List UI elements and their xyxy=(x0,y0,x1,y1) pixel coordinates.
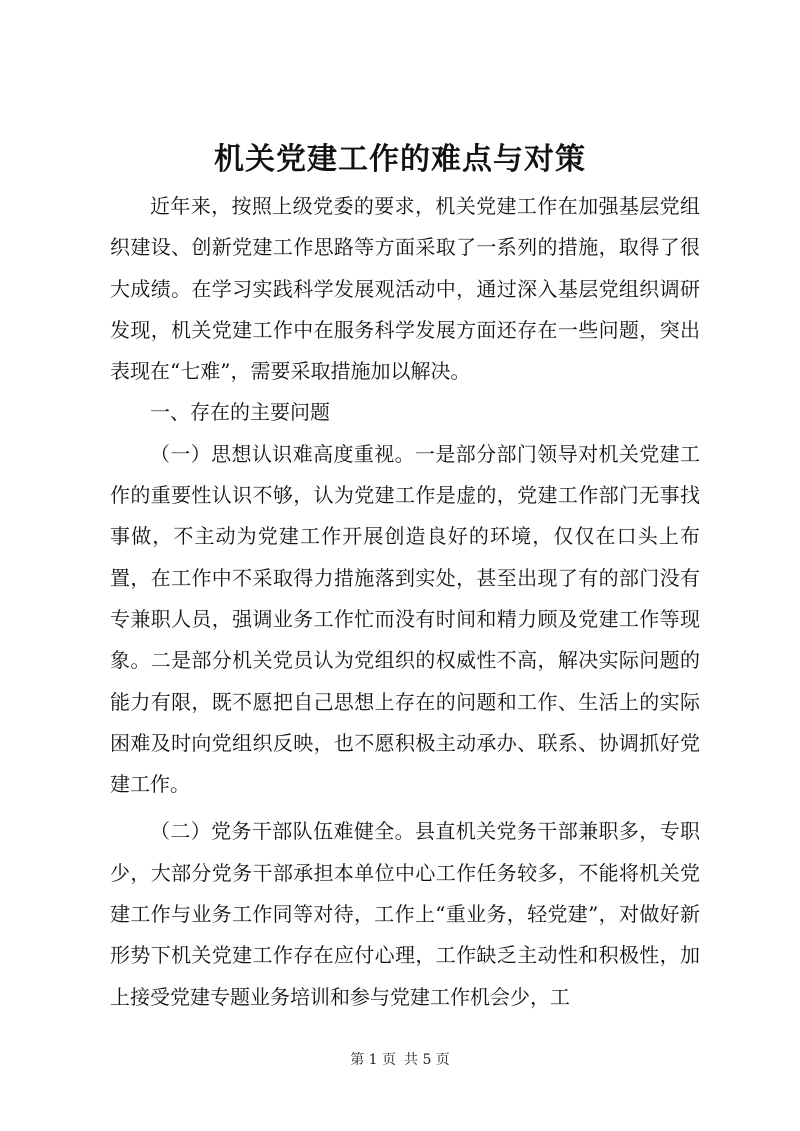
page-total: 共 5 页 xyxy=(404,1052,450,1068)
problem-two-paragraph: （二）党务干部队伍难健全。县直机关党务干部兼职多，专职少，大部分党务干部承担本单位中心工作任务较多，不能将机关党建工作与业务工作同等对待，工作上“重业务，轻党建”，对做好新形势下机关党建工作存在应付心理，工作缺乏主动性和积极性，加上接受党建专题业务培训和参与党建工作机会少，工 xyxy=(110,819,700,1009)
document-body xyxy=(110,186,700,1018)
section-heading: 一、存在的主要问题 xyxy=(150,400,330,425)
problem-one-paragraph: （一）思想认识难高度重视。一是部分部门领导对机关党建工作的重要性认识不够，认为党建工作是虚的，党建工作部门无事找事做，不主动为党建工作开展创造良好的环境，仅仅在口头上布置，在工作中不采取得力措施落到实处，甚至出现了有的部门没有专兼职人员，强调业务工作忙而没有时间和精力顾及党建工作等现象。二是部分机关党员认为党组织的权威性不高，解决实际问题的能力有限，既不愿把自己思想上存在的问题和工作、生活上的实际困难及时向党组织反映，也不愿积极主动承办、联系、协调抓好党建工作。 xyxy=(110,441,700,797)
document-title: 机关党建工作的难点与对策 xyxy=(214,142,586,177)
intro-paragraph: 近年来，按照上级党委的要求，机关党建工作在加强基层党组织建设、创新党建工作思路等方面采取了一系列的措施，取得了很大成绩。在学习实践科学发展观活动中，通过深入基层党组织调研发现，机关党建工作中在服务科学发展方面还存在一些问题，突出表现在“七难”，需要采取措施加以解决。 xyxy=(110,194,700,384)
page-number: 第 1 页 xyxy=(350,1052,396,1068)
page-footer xyxy=(0,1050,800,1070)
